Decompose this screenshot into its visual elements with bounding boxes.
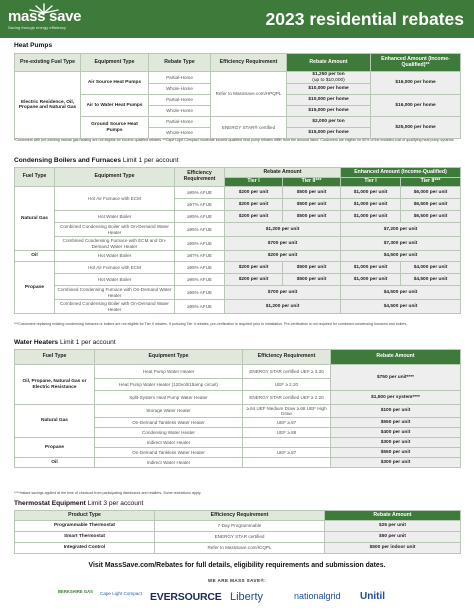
equipment-cell: Hot Water Boiler (55, 251, 175, 262)
enhanced-tier1-cell: $1,000 per unit (341, 199, 401, 211)
tier-amount-cell: $200 per unit (225, 251, 341, 262)
logo-wordmark: mass save (8, 8, 82, 25)
tier1-amount-cell: $200 per unit (225, 187, 283, 199)
tier1-amount-cell: $200 per unit (225, 274, 283, 286)
col-header: Rebate Amount (325, 511, 461, 521)
efficiency-cell: ≥95% AFUE (175, 300, 225, 314)
water-heaters-table (14, 349, 461, 468)
rebate-type-cell: Partial-Home (149, 72, 211, 84)
enhanced-tier1-cell: $1,000 per unit (341, 274, 401, 286)
rebate-amount-cell: $300 per unit (331, 458, 461, 468)
thermostat-table (14, 510, 461, 554)
tier-amount-cell: $700 per unit (225, 237, 341, 251)
efficiency-cell: UEF ≥.88 (243, 428, 331, 438)
fuel-type-cell: Oil (15, 458, 95, 468)
national-grid-logo: nationalgrid (294, 591, 341, 601)
equipment-cell: Condensing Water Heater (95, 428, 243, 438)
efficiency-cell: ≥95% AFUE (175, 262, 225, 274)
tier-header: Tier I (225, 178, 283, 187)
mass-save-logo[interactable] (8, 4, 98, 34)
boilers-section-title: Condensing Boilers and Furnaces Limit 1 per account (14, 157, 179, 164)
tier-amount-cell: $1,200 per unit (225, 223, 341, 237)
enhanced-tier2-cell: $4,500 per unit (401, 274, 461, 286)
tier-amount-cell: $1,200 per unit (225, 300, 341, 314)
thermostat-section-title: Thermostat Equipment Limit 3 per account (14, 500, 144, 507)
rebate-amount-cell: $2,000 per ton (287, 117, 371, 128)
we-are-mass-save-label: WE ARE MASS SAVE®: (207, 578, 267, 583)
tier2-amount-cell: $500 per unit (283, 187, 341, 199)
tier1-amount-cell: $200 per unit (225, 211, 283, 223)
tier-header: Tier II*** (283, 178, 341, 187)
rebate-amount-cell: $300 per unit (331, 438, 461, 448)
equipment-cell: Hot Water Boiler (55, 211, 175, 223)
rebates-link-text[interactable]: Visit MassSave.com/Rebates for full details, eligibility requirements and submission dates. (88, 562, 386, 569)
product-type-cell: Integrated Control (15, 543, 155, 554)
col-header: Pre-existing Fuel Type (15, 54, 81, 72)
fuel-type-cell: Propane (15, 262, 55, 314)
equipment-cell: Hot Air Furnace with ECM (55, 187, 175, 211)
col-header: Efficiency Requirement (211, 54, 287, 72)
equipment-cell: Combined Condensing Boiler with On-Demand Water Heater (55, 223, 175, 237)
equipment-cell: On-Demand Tankless Water Heater (95, 418, 243, 428)
page-header (0, 0, 474, 38)
rebate-amount-cell: $25 per unit (325, 521, 461, 532)
product-type-cell: Programmable Thermostat (15, 521, 155, 532)
tier-header: Tier II*** (401, 178, 461, 187)
equipment-cell: Air Source Heat Pumps (81, 72, 149, 95)
rebate-amount-cell: $400 per unit (331, 428, 461, 438)
cape-light-compact-logo: Cape Light Compact (100, 591, 142, 596)
equipment-cell: Air to Water Heat Pumps (81, 95, 149, 117)
heat-pumps-footnote: *Customers with pre-existing natural gas heating are not eligible for income-qualified rebates. **Cape Light Compact moderate income-qualified heat pump rebates differ from the amount listed. Customers are eligible for 80% of the installed cost of qualifying heat pump systems. (14, 138, 455, 142)
water-heaters-footnote: ****Instant savings applied at the time of checkout from participating distributors and retailers. Some restrictions apply. (14, 491, 202, 495)
rebate-amount-cell: $1,250 per ton (up to $10,000) (287, 72, 371, 84)
efficiency-cell: ENERGY STAR certified (155, 532, 325, 543)
boilers-table (14, 167, 461, 314)
enhanced-tier1-cell: $1,000 per unit (341, 211, 401, 223)
tier2-amount-cell: $500 per unit (283, 262, 341, 274)
tier-amount-cell: $700 per unit (225, 286, 341, 300)
tier1-amount-cell: $200 per unit (225, 262, 283, 274)
equipment-cell: Hot Water Boiler (55, 274, 175, 286)
rebate-type-cell: Whole-Home (149, 84, 211, 95)
equipment-cell: Split-System Heat Pump Water Heater (95, 391, 243, 405)
col-header: Enhanced Amount (Income-Qualified) (341, 168, 461, 178)
rebate-type-cell: Whole-Home (149, 128, 211, 139)
efficiency-cell: Refer to MassSave.com/ICQPL (155, 543, 325, 554)
equipment-cell: Combined Condensing Furnace with On-Demand Water Heater (55, 286, 175, 300)
efficiency-cell: UEF ≥.87 (243, 418, 331, 428)
rebate-amount-cell: $10,000 per home (287, 84, 371, 95)
enhanced-tier1-cell: $1,000 per unit (341, 262, 401, 274)
page-title: 2023 residential rebates (265, 9, 464, 29)
rebate-amount-cell: $750 per unit**** (331, 365, 461, 391)
rebate-amount-cell: $500 per indoor unit (325, 543, 461, 554)
col-header: Fuel Type (15, 168, 55, 187)
equipment-cell: Ground Source Heat Pumps (81, 117, 149, 139)
tier1-amount-cell: $200 per unit (225, 199, 283, 211)
efficiency-cell (243, 438, 331, 448)
col-header: Equipment Type (95, 350, 243, 365)
enhanced-tier2-cell: $6,500 per unit (401, 211, 461, 223)
enhanced-tier2-cell: $6,000 per unit (401, 187, 461, 199)
col-header: Efficiency Requirement (175, 168, 225, 187)
efficiency-cell: UEF ≥ 2.20 (243, 379, 331, 391)
eversource-logo: EVERSOURCE (150, 591, 222, 603)
unitil-logo: Unitil (360, 591, 385, 602)
enhanced-tier2-cell: $4,000 per unit (401, 262, 461, 274)
enhanced-amount-cell: $4,500 per unit (341, 251, 461, 262)
col-header: Rebate Type (149, 54, 211, 72)
fuel-type-cell: Oil, Propane, Natural Gas or Electric Resistance (15, 365, 95, 405)
fuel-type-cell: Oil (15, 251, 55, 262)
rebate-amount-cell: $50 per unit (325, 532, 461, 543)
enhanced-amount-cell: $16,000 per home (371, 95, 461, 117)
equipment-cell: Hot Air Furnace with ECM (55, 262, 175, 274)
heat-pumps-section-title: Heat Pumps (14, 42, 53, 49)
logo-tagline: Saving through energy efficiency (8, 25, 66, 30)
heat-pumps-table (14, 53, 461, 139)
col-header: Rebate Amount (287, 54, 371, 72)
efficiency-cell (243, 458, 331, 468)
efficiency-cell: ≥95% AFUE (175, 223, 225, 237)
fuel-type-cell: Electric Residence, Oil, Propane and Natural Gas (15, 72, 81, 139)
col-header: Product Type (15, 511, 155, 521)
equipment-cell: Combined Condensing Furnace with ECM and On-Demand Water Heater (55, 237, 175, 251)
enhanced-amount-cell: $4,500 per unit (341, 286, 461, 300)
enhanced-amount-cell: $25,000 per home (371, 117, 461, 139)
tier2-amount-cell: $500 per unit (283, 274, 341, 286)
col-header: Equipment Type (55, 168, 175, 187)
enhanced-amount-cell: $7,200 per unit (341, 223, 461, 237)
col-header: Efficiency Requirement (155, 511, 325, 521)
efficiency-cell: 7-Day Programmable (155, 521, 325, 532)
efficiency-cell: ≥95% AFUE (175, 286, 225, 300)
efficiency-cell: ≥87% AFUE (175, 251, 225, 262)
col-header: Equipment Type (81, 54, 149, 72)
rebate-amount-cell: $100 per unit (331, 405, 461, 418)
rebate-amount-cell: $550 per unit (331, 418, 461, 428)
enhanced-tier1-cell: $1,000 per unit (341, 187, 401, 199)
efficiency-cell: UEF ≥.87 (243, 448, 331, 458)
efficiency-cell: ENERGY STAR® certified (211, 117, 287, 139)
water-heaters-section-title: Water Heaters Limit 1 per account (14, 339, 116, 346)
rebate-type-cell: Whole-Home (149, 106, 211, 117)
tier2-amount-cell: $500 per unit (283, 199, 341, 211)
equipment-cell: Indirect Water Heater (95, 438, 243, 448)
efficiency-cell: ≥95% AFUE (175, 211, 225, 223)
rebate-amount-cell: $1,500 per system**** (331, 391, 461, 405)
enhanced-amount-cell: $4,500 per unit (341, 300, 461, 314)
efficiency-cell: ENERGY STAR certified UEF ≥ 3.30 (243, 365, 331, 379)
fuel-type-cell: Natural Gas (15, 405, 95, 438)
rebate-type-cell: Partial-Home (149, 95, 211, 106)
rebate-amount-cell: $15,000 per home (287, 106, 371, 117)
col-header: Enhanced Amount (Income-Qualified)** (371, 54, 461, 72)
rebate-amount-cell: $550 per unit (331, 448, 461, 458)
rebate-amount-cell: $10,000 per home (287, 95, 371, 106)
boilers-footnote: ***Customers replacing existing condensing furnaces or boilers are not eligible for Tier II rebates. If pursuing Tier II rebates, pre-verification is required prior to installation. Pre-verification is not required for combined condensing furnaces and boilers. (14, 322, 408, 326)
enhanced-tier2-cell: $6,500 per unit (401, 199, 461, 211)
rebate-type-cell: Partial-Home (149, 117, 211, 128)
fuel-type-cell: Natural Gas (15, 187, 55, 251)
tier-header: Tier I (341, 178, 401, 187)
enhanced-amount-cell: $16,000 per home (371, 72, 461, 95)
efficiency-cell: ≥.64 UEF Medium Draw ≥.68 UEF High Draw (243, 405, 331, 418)
equipment-cell: Heat Pump Water Heater (95, 365, 243, 379)
col-header: Efficiency Requirement (243, 350, 331, 365)
efficiency-cell: ENERGY STAR certified UEF ≥ 2.20 (243, 391, 331, 405)
product-type-cell: Smart Thermostat (15, 532, 155, 543)
equipment-cell: On-Demand Tankless Water Heater (95, 448, 243, 458)
tier2-amount-cell: $500 per unit (283, 211, 341, 223)
fuel-type-cell: Propane (15, 438, 95, 458)
liberty-logo: Liberty (230, 591, 264, 603)
col-header: Rebate Amount (331, 350, 461, 365)
efficiency-cell: ≥95% AFUE (175, 274, 225, 286)
col-header: Rebate Amount (225, 168, 341, 178)
equipment-cell: Indirect Water Heater (95, 458, 243, 468)
rebate-amount-cell: $15,000 per home (287, 128, 371, 139)
berkshire-gas-logo: BERKSHIRE GAS (58, 589, 93, 594)
equipment-cell: Storage Water Heater (95, 405, 243, 418)
efficiency-cell: ≥97% AFUE (175, 199, 225, 211)
col-header: Fuel Type (15, 350, 95, 365)
efficiency-cell: ≥95% AFUE (175, 187, 225, 199)
efficiency-cell: ≥95% AFUE (175, 237, 225, 251)
equipment-cell: Combined Condensing Boiler with On-Demand Water Heater (55, 300, 175, 314)
efficiency-cell: Refer to MassSave.com/HPQPL (211, 72, 287, 117)
enhanced-amount-cell: $7,300 per unit (341, 237, 461, 251)
equipment-cell: Heat Pump Water Heater (120volt/15amp circuit) (95, 379, 243, 391)
